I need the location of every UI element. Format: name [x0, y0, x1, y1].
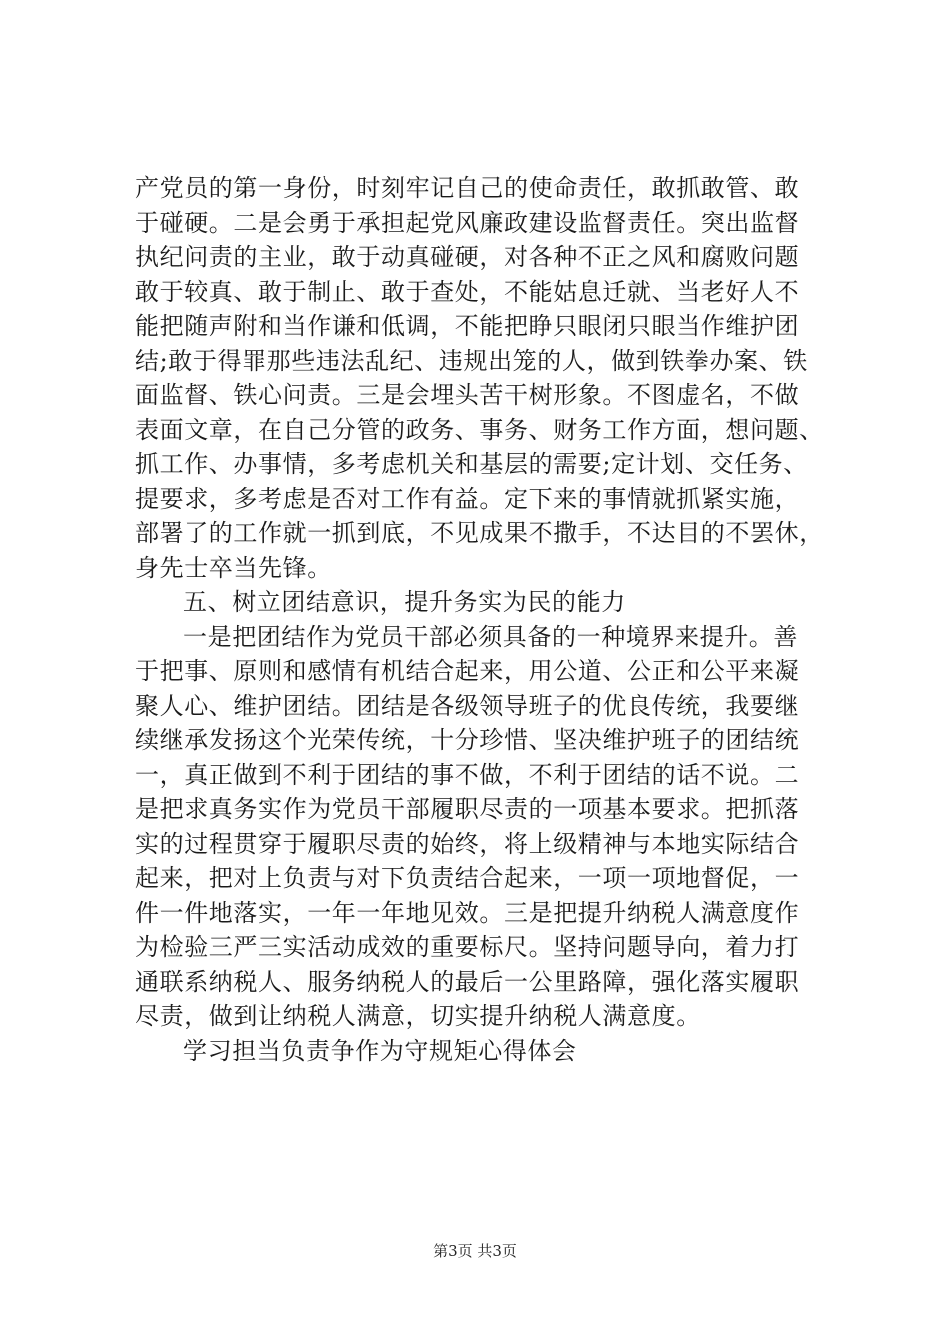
- text-line: 为检验三严三实活动成效的重要标尺。坚持问题导向，着力打: [135, 933, 800, 961]
- text-line: 一是把团结作为党员干部必须具备的一种境界来提升。善: [183, 622, 798, 651]
- text-line: 续继承发扬这个光荣传统，十分珍惜、坚决维护班子的团结统: [135, 726, 800, 754]
- text-line: 抓工作、办事情，多考虑机关和基层的需要;定计划、交任务、: [135, 450, 808, 478]
- text-line: 于把事、原则和感情有机结合起来，用公道、公正和公平来凝: [135, 657, 800, 685]
- page-number: 第3页 共3页: [433, 1242, 517, 1260]
- text-line: 敢于较真、敢于制止、敢于查处，不能姑息迁就、当老好人不: [135, 277, 800, 306]
- text-line: 身先士卒当先锋。: [135, 553, 332, 582]
- text-line: 提要求，多考虑是否对工作有益。定下来的事情就抓紧实施，: [135, 484, 800, 513]
- body-text: [135, 171, 835, 1068]
- section-heading: 五、树立团结意识，提升务实为民的能力: [183, 588, 626, 616]
- document-title-line: 学习担当负责争作为守规矩心得体会: [183, 1036, 577, 1065]
- text-line: 起来，把对上负责与对下负责结合起来，一项一项地督促，一: [135, 864, 800, 892]
- text-line: 实的过程贯穿于履职尽责的始终，将上级精神与本地实际结合: [135, 829, 800, 858]
- text-line: 通联系纳税人、服务纳税人的最后一公里路障，强化落实履职: [135, 967, 800, 996]
- text-line: 结;敢于得罪那些违法乱纪、违规出笼的人，做到铁拳办案、铁: [135, 346, 808, 375]
- text-line: 产党员的第一身份，时刻牢记自己的使命责任，敢抓敢管、敢: [135, 174, 800, 202]
- text-line: 部署了的工作就一抓到底，不见成果不撒手，不达目的不罢休，: [135, 519, 824, 547]
- text-line: 一，真正做到不利于团结的事不做，不利于团结的话不说。二: [135, 760, 800, 789]
- text-line: 是把求真务实作为党员干部履职尽责的一项基本要求。把抓落: [135, 795, 800, 823]
- text-line: 聚人心、维护团结。团结是各级领导班子的优良传统，我要继: [135, 691, 800, 720]
- text-line: 件一件地落实，一年一年地见效。三是把提升纳税人满意度作: [135, 898, 800, 927]
- text-line: 能把随声附和当作谦和低调，不能把睁只眼闭只眼当作维护团: [135, 312, 800, 340]
- text-line: 执纪问责的主业，敢于动真碰硬，对各种不正之风和腐败问题: [135, 243, 800, 271]
- text-line: 尽责，做到让纳税人满意，切实提升纳税人满意度。: [135, 1002, 701, 1030]
- text-line: 于碰硬。二是会勇于承担起党风廉政建设监督责任。突出监督: [135, 208, 800, 237]
- text-line: 表面文章，在自己分管的政务、事务、财务工作方面，想问题、: [135, 415, 824, 444]
- text-line: 面监督、铁心问责。三是会埋头苦干树形象。不图虚名，不做: [135, 381, 800, 409]
- page-footer: [0, 1240, 950, 1261]
